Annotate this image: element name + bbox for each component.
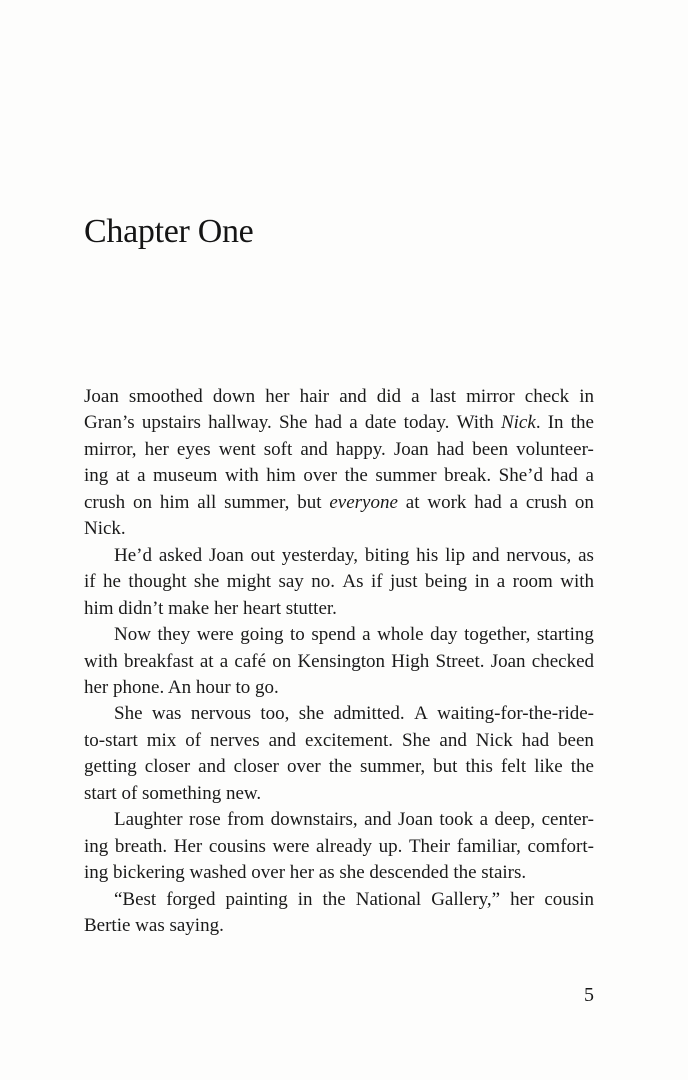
text-line: start of something new. bbox=[84, 782, 262, 804]
text-line: getting closer and closer over the summer, but this felt like the bbox=[84, 756, 594, 778]
text-line: Joan smoothed down her hair and did a last mirror check in bbox=[84, 386, 594, 407]
text-line: Now they were going to spend a whole day together, starting bbox=[114, 624, 594, 646]
text-line: Gran’s upstairs hallway. She had a date today. With Nick. In the bbox=[84, 412, 594, 434]
text-line: “Best forged painting in the National Gallery,” her cousin bbox=[114, 888, 594, 910]
text-line: with breakfast at a café on Kensington High Street. Joan checked bbox=[84, 650, 594, 672]
text-line: crush on him all summer, but everyone at work had a crush on bbox=[84, 491, 594, 513]
text-line: ing breath. Her cousins were already up. Their familiar, comfort- bbox=[84, 835, 594, 857]
text-line: if he thought she might say no. As if just being in a room with bbox=[84, 571, 594, 593]
text-line: Nick. bbox=[84, 518, 126, 540]
text-line: Laughter rose from downstairs, and Joan took a deep, center- bbox=[114, 809, 594, 831]
text-line: ing bickering washed over her as she descended the stairs. bbox=[84, 862, 527, 884]
text-line: She was nervous too, she admitted. A waiting-for-the-ride- bbox=[114, 703, 594, 725]
chapter-heading: Chapter One bbox=[84, 213, 254, 250]
body-text bbox=[84, 384, 594, 940]
text-line: He’d asked Joan out yesterday, biting his lip and nervous, as bbox=[114, 544, 594, 566]
text-line: ing at a museum with him over the summer break. She’d had a bbox=[84, 465, 594, 487]
text-line: her phone. An hour to go. bbox=[84, 676, 279, 698]
text-line: mirror, her eyes went soft and happy. Joan had been volunteer- bbox=[84, 438, 594, 460]
page-number: 5 bbox=[584, 984, 594, 1006]
text-line: to-start mix of nerves and excitement. She and Nick had been bbox=[84, 729, 594, 751]
text-line: Bertie was saying. bbox=[84, 915, 224, 937]
text-line: him didn’t make her heart stutter. bbox=[84, 597, 337, 619]
